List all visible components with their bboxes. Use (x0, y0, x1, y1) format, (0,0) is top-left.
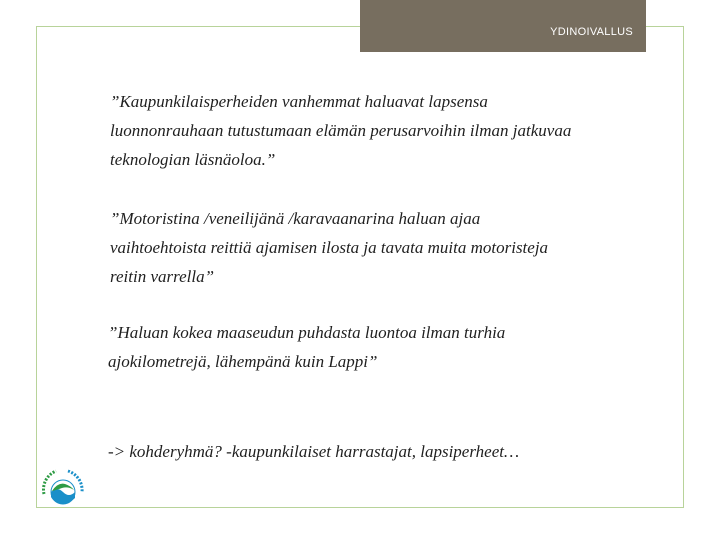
section-header-label: YDINOIVALLUS (550, 26, 633, 38)
regional-logo-icon (38, 464, 88, 514)
quote-motorists: ”Motoristina /veneilijänä /karavaanarina haluan ajaa vaihtoehtoista reittiä ajamisen ilosta ja tavata muita motoristeja reitin varrella” (110, 209, 549, 286)
target-group-note: -> kohderyhmä? -kaupunkilaiset harrastajat, lapsiperheet… (108, 442, 520, 461)
section-header-tab (360, 0, 646, 52)
quote-countryside-nature: ”Haluan kokea maaseudun puhdasta luontoa ilman turhia ajokilometrejä, lähempänä kuin Lappi” (108, 323, 506, 371)
quote-city-families: ”Kaupunkilaisperheiden vanhemmat haluavat lapsensa luonnonrauhaan tutustumaan elämän perusarvoihin ilman jatkuvaa teknologian läsnäoloa.” (110, 92, 572, 169)
